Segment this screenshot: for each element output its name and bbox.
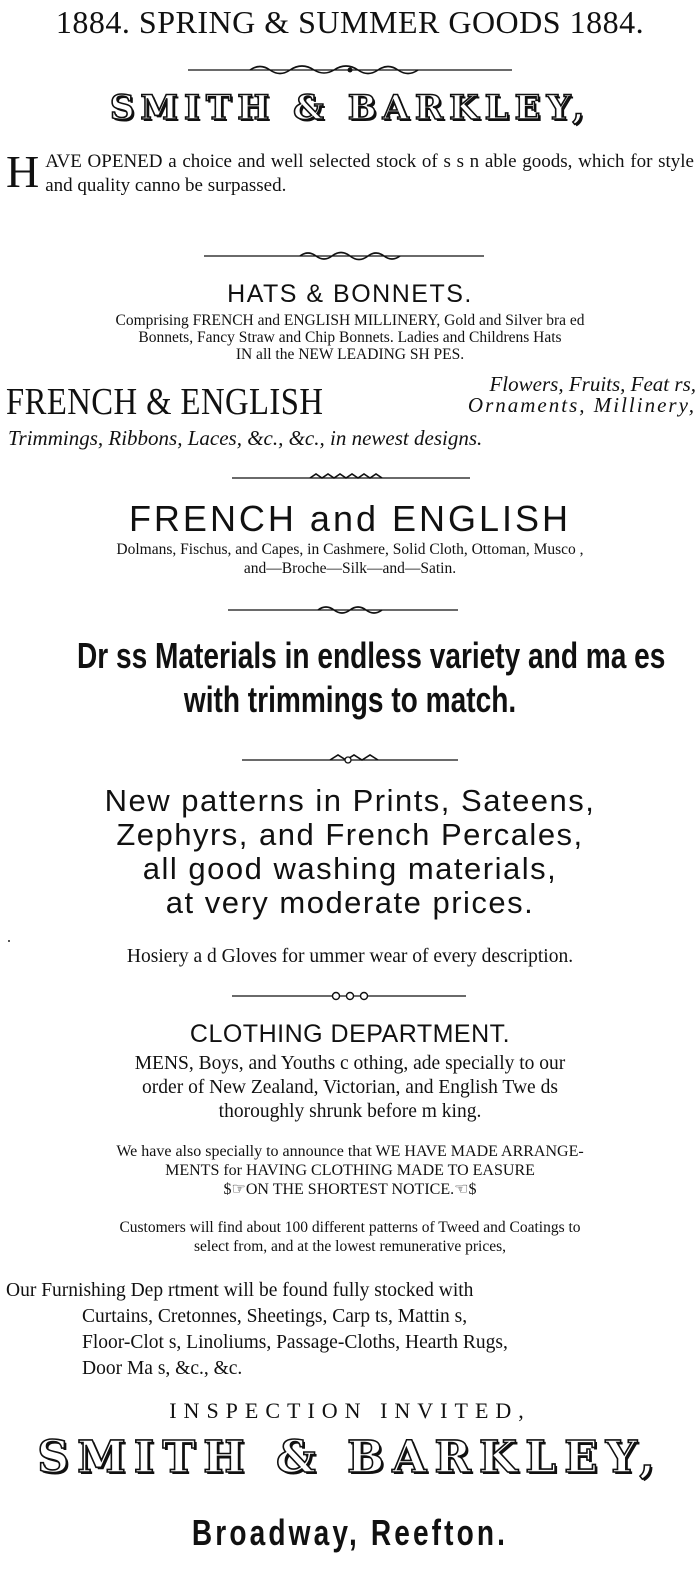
firm-name-footer: SMITH & BARKLEY, bbox=[37, 1432, 663, 1483]
customers-line: select from, and at the lowest remunerative prices, bbox=[193, 1238, 507, 1255]
broche-line: and—Broche—Silk—and—Satin. bbox=[243, 560, 457, 577]
dress-materials-text bbox=[77, 634, 666, 722]
intro-text: AVE OPENED a choice and well selected stock of s s n able goods, which for style and quality canno be surpassed. bbox=[45, 151, 694, 196]
address-line: Broadway, Reefton. bbox=[191, 1512, 509, 1553]
arrangements-notice bbox=[0, 1142, 700, 1199]
drop-cap: H bbox=[6, 146, 40, 197]
trimmings-match-line: with trimmings to match. bbox=[183, 679, 517, 720]
dolmans-description bbox=[0, 540, 700, 578]
furnishing-department-text bbox=[6, 1278, 694, 1382]
ornaments-line: Ornaments, Millinery, bbox=[467, 393, 696, 417]
clothing-line: order of New Zealand, Victorian, and English Twe ds bbox=[142, 1077, 558, 1098]
clothing-description bbox=[0, 1052, 700, 1124]
flowers-line: Flowers, Fruits, Feat rs, bbox=[489, 372, 696, 396]
intro-paragraph bbox=[6, 146, 694, 198]
speck-mark bbox=[8, 940, 10, 942]
arrangements-line: We have also specially to announce that WE HAVE MADE ARRANGE- bbox=[116, 1143, 584, 1160]
dress-line: Dr ss Materials in endless variety and ma es bbox=[77, 635, 666, 676]
ornamental-divider bbox=[0, 470, 700, 486]
prints-line: at very moderate prices. bbox=[165, 885, 535, 920]
clothing-line: thoroughly shrunk before m king. bbox=[218, 1101, 482, 1122]
furnishing-line: Curtains, Cretonnes, Sheetings, Carp ts, Mattin s, bbox=[82, 1306, 468, 1327]
customers-notice bbox=[0, 1218, 700, 1256]
hosiery-line: Hosiery a d Gloves for ummer wear of every description. bbox=[126, 946, 574, 967]
prints-sateens-text bbox=[0, 784, 700, 920]
trimmings-line: Trimmings, Ribbons, Laces, &c., &c., in newest designs. bbox=[8, 426, 483, 450]
page-title: 1884. SPRING & SUMMER GOODS 1884. bbox=[55, 4, 645, 40]
arrangements-line: MENTS for HAVING CLOTHING MADE TO EASURE bbox=[165, 1162, 535, 1179]
customers-line: Customers will find about 100 different patterns of Tweed and Coatings to bbox=[119, 1219, 581, 1236]
clothing-department-heading: CLOTHING DEPARTMENT. bbox=[189, 1020, 511, 1048]
hats-line: Bonnets, Fancy Straw and Chip Bonnets. Ladies and Childrens Hats bbox=[138, 329, 562, 346]
french-english-large-text: FRENCH & ENGLISH bbox=[6, 381, 324, 423]
ornamental-divider bbox=[0, 988, 700, 1004]
french-english-row bbox=[6, 374, 696, 424]
hats-line: Comprising FRENCH and ENGLISH MILLINERY, Gold and Silver bra ed bbox=[115, 312, 585, 329]
shortest-notice-line: $☞ON THE SHORTEST NOTICE.☜$ bbox=[223, 1181, 477, 1198]
inspection-invited: INSPECTION INVITED, bbox=[169, 1398, 531, 1423]
hats-bonnets-heading: HATS & BONNETS. bbox=[227, 280, 473, 308]
clothing-line: MENS, Boys, and Youths c othing, ade specially to our bbox=[134, 1053, 566, 1074]
prints-line: all good washing materials, bbox=[142, 851, 558, 886]
furnishing-line: Door Ma s, &c., &c. bbox=[82, 1358, 243, 1379]
furnishing-line: Floor-Clot s, Linoliums, Passage-Cloths, Hearth Rugs, bbox=[82, 1332, 508, 1353]
hats-bonnets-description bbox=[0, 312, 700, 363]
ornamental-divider bbox=[0, 62, 700, 78]
prints-line: Zephyrs, and French Percales, bbox=[116, 817, 584, 852]
ornamental-divider bbox=[0, 248, 700, 264]
section-heading-french-english: FRENCH and ENGLISH bbox=[128, 498, 572, 539]
ornamental-divider bbox=[0, 602, 700, 618]
hats-line: IN all the NEW LEADING SH PES. bbox=[235, 346, 465, 363]
firm-name-heading: SMITH & BARKLEY, bbox=[109, 88, 591, 128]
ornamental-divider bbox=[0, 752, 700, 768]
prints-line: New patterns in Prints, Sateens, bbox=[104, 783, 596, 818]
dolmans-line: Dolmans, Fischus, and Capes, in Cashmere, Solid Cloth, Ottoman, Musco , bbox=[116, 541, 584, 558]
furnishing-line: Our Furnishing Dep rtment will be found fully stocked with bbox=[6, 1280, 474, 1301]
flowers-fruits-text bbox=[468, 374, 696, 416]
